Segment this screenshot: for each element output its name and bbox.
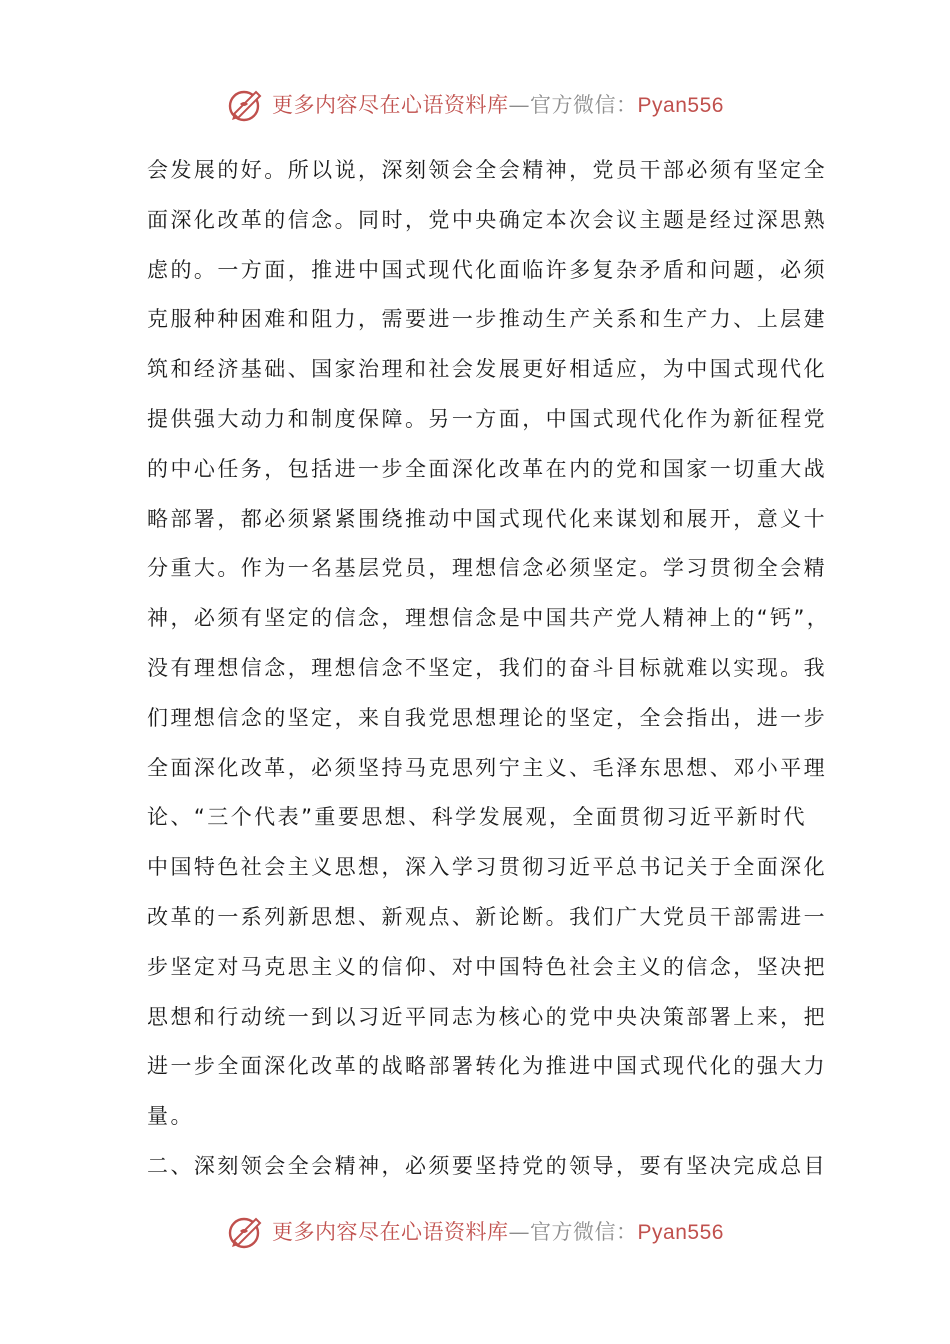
body-line: 略部署，都必须紧紧围绕推动中国式现代化来谋划和展开，意义十 xyxy=(147,506,828,531)
body-line: 们理想信念的坚定，来自我党思想理论的坚定，全会指出，进一步 xyxy=(147,705,828,730)
header-banner xyxy=(0,82,950,126)
body-line: 没有理想信念，理想信念不坚定，我们的奋斗目标就难以实现。我 xyxy=(147,655,828,680)
body-line: 改革的一系列新思想、新观点、新论断。我们广大党员干部需进一 xyxy=(147,904,828,929)
body-line: 中国特色社会主义思想，深入学习贯彻习近平总书记关于全面深化 xyxy=(147,855,828,880)
banner-separator: — xyxy=(508,93,531,117)
body-line: 神，必须有坚定的信念，理想信念是中国共产党人精神上的“钙”， xyxy=(147,606,831,631)
body-line: 量。 xyxy=(147,1104,194,1129)
banner-label: 官方微信： xyxy=(530,1220,638,1244)
banner-wechat-id: Pyan556 xyxy=(637,94,724,117)
document-body xyxy=(147,146,831,1192)
body-line: 步坚定对马克思主义的信仰、对中国特色社会主义的信念，坚决把 xyxy=(147,954,828,979)
pen-logo-icon xyxy=(226,1211,266,1251)
body-line: 克服种种困难和阻力，需要进一步推动生产关系和生产力、上层建 xyxy=(147,307,828,332)
body-line: 面深化改革的信念。同时，党中央确定本次会议主题是经过深思熟 xyxy=(147,207,828,232)
body-line: 虑的。一方面，推进中国式现代化面临许多复杂矛盾和问题，必须 xyxy=(147,257,828,282)
body-line: 分重大。作为一名基层党员，理想信念必须坚定。学习贯彻全会精 xyxy=(147,556,828,581)
banner-wechat-id: Pyan556 xyxy=(637,1221,724,1244)
body-line: 会发展的好。所以说，深刻领会全会精神，党员干部必须有坚定全 xyxy=(147,158,828,182)
body-line: 进一步全面深化改革的战略部署转化为推进中国式现代化的强大力 xyxy=(147,1054,828,1079)
body-line: 提供强大动力和制度保障。另一方面，中国式现代化作为新征程党 xyxy=(147,406,828,431)
body-line: 论、“三个代表”重要思想、科学发展观，全面贯彻习近平新时代 xyxy=(147,805,807,830)
body-line: 的中心任务，包括进一步全面深化改革在内的党和国家一切重大战 xyxy=(147,456,828,481)
section-heading: 二、深刻领会全会精神，必须要坚持党的领导，要有坚决完成总目 xyxy=(147,1153,828,1178)
body-line: 筑和经济基础、国家治理和社会发展更好相适应，为中国式现代化 xyxy=(147,357,828,382)
banner-main-text: 更多内容尽在心语资料库 xyxy=(272,93,509,117)
body-line: 全面深化改革，必须坚持马克思列宁主义、毛泽东思想、邓小平理 xyxy=(147,755,828,780)
pen-logo-icon xyxy=(226,84,266,124)
banner-text xyxy=(272,1216,724,1246)
footer-banner xyxy=(0,1209,950,1253)
banner-text xyxy=(272,89,724,119)
banner-label: 官方微信： xyxy=(530,93,638,117)
body-line: 思想和行动统一到以习近平同志为核心的党中央决策部署上来，把 xyxy=(147,1004,828,1029)
banner-separator: — xyxy=(508,1220,531,1244)
banner-main-text: 更多内容尽在心语资料库 xyxy=(272,1220,509,1244)
